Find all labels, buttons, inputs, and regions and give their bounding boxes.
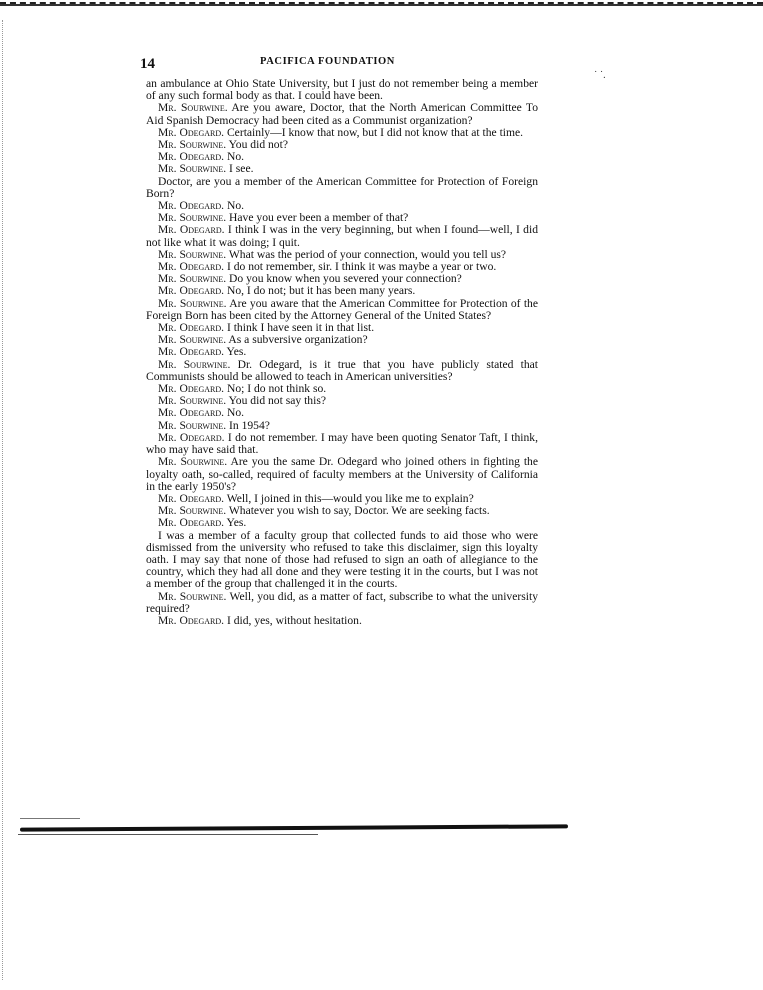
paragraph-text: As a subversive organization? [228,333,368,347]
speaker-name: Mr. Odegard. [158,382,225,396]
paragraph-text: I see. [229,162,254,176]
paragraph-text: I was a member of a faculty group that collected funds to aid those who were dismissed from the university who refused to take this disclaimer, sign this loyalty oath. I may say that none of those had refused to sign an oath of allegiance to the country, which they had all done and they were testing it in the courts, but I was not a member of the group that challenged it in the courts. [146,528,538,591]
paragraph-text: Dr. Odegard, is it true that you have publicly stated that Communists should be allowed to teach in American universities? [146,357,538,383]
transcript-paragraph [146,78,538,102]
transcript-body [146,78,538,627]
speaker-name: Mr. Sourwine. [158,394,227,408]
bottom-scan-rule [20,824,568,831]
paragraph-text: You did not say this? [228,394,326,408]
paragraph-text: I did, yes, without hesitation. [226,613,362,627]
speaker-name: Mr. Odegard. [158,199,225,213]
speaker-name: Mr. Sourwine. [158,296,227,310]
running-head: PACIFICA FOUNDATION [260,56,395,67]
top-scan-border [0,2,763,6]
paragraph-text: Whatever you wish to say, Doctor. We are seeking facts. [228,504,490,518]
paragraph-text: No. [226,150,245,164]
page-number: 14 [140,56,155,72]
paragraph-text: Have you ever been a member of that? [229,211,409,225]
paragraph-text: Well, you did, as a matter of fact, subscribe to what the university required? [146,589,538,615]
left-scan-edge [2,20,5,980]
paragraph-text: an ambulance at Ohio State University, but I just do not remember being a member of any such formal body as that. I could have been. [146,77,538,103]
paragraph-text: Are you the same Dr. Odegard who joined others in fighting the loyalty oath, so-called, required of faculty members at the University of California in the early 1950's? [146,455,539,493]
speaker-name: Mr. Sourwine. [158,357,231,371]
speaker-name: Mr. Odegard. [158,223,225,237]
speaker-name: Mr. Sourwine. [158,455,228,469]
speaker-name: Mr. Sourwine. [158,589,227,603]
speaker-name: Mr. Odegard. [158,516,225,530]
paragraph-text: What was the period of your connection, would you tell us? [228,247,507,261]
speaker-name: Mr. Sourwine. [158,272,227,286]
speaker-name: Mr. Sourwine. [158,162,227,176]
speaker-name: Mr. Sourwine. [158,211,227,225]
speaker-name: Mr. Odegard. [158,406,225,420]
paragraph-text: I think I have seen it in that list. [226,321,375,335]
speaker-name: Mr. Sourwine. [158,418,227,432]
speaker-name: Mr. Sourwine. [158,333,227,347]
paragraph-text: You did not? [228,138,288,152]
transcript-paragraph [146,591,538,615]
speaker-name: Mr. Odegard. [158,284,225,298]
paragraph-text: No. [226,199,245,213]
paragraph-text: I do not remember. I may have been quoting Senator Taft, I think, who may have said that. [146,430,538,457]
paragraph-text: In 1954? [229,418,270,432]
speaker-name: Mr. Odegard. [158,150,225,164]
paragraph-text: No, I do not; but it has been many years. [226,284,416,298]
bottom-scan-marks [20,818,80,821]
transcript-paragraph [146,298,538,322]
transcript-paragraph [146,224,538,248]
paragraph-text: Certainly—I know that now, but I did not know that at the time. [226,125,524,139]
paragraph-text: Well, I joined in this—would you like me to explain? [226,491,474,505]
paragraph-text: Are you aware that the American Committee for Protection of the Foreign Born has been cited by the Attorney General of the United States? [146,296,538,322]
page-header [140,56,540,76]
paragraph-text: Yes. [226,345,247,359]
paragraph-text: Doctor, are you a member of the American Committee for Protection of Foreign Born? [146,174,538,200]
paragraph-text: I think I was in the very beginning, but when I found—well, I did not like what it was doing; I quit. [146,223,539,249]
speaker-name: Mr. Sourwine. [158,504,227,518]
speaker-name: Mr. Odegard. [158,345,225,359]
speaker-name: Mr. Odegard. [158,613,225,627]
speaker-name: Mr. Odegard. [158,491,225,505]
transcript-paragraph [146,530,538,591]
paragraph-text: No. [226,406,245,420]
transcript-paragraph [146,456,538,493]
speaker-name: Mr. Sourwine. [158,138,227,152]
bottom-scan-rule-thin [18,834,318,835]
speaker-name: Mr. Sourwine. [158,101,228,115]
paragraph-text: I do not remember, sir. I think it was maybe a year or two. [226,260,497,274]
paragraph-text: Yes. [226,516,247,530]
transcript-paragraph [146,359,538,383]
speaker-name: Mr. Odegard. [158,321,225,335]
transcript-paragraph [146,432,538,456]
speaker-name: Mr. Odegard. [158,430,225,444]
paragraph-text: Are you aware, Doctor, that the North American Committee To Aid Spanish Democracy had been cited as a Communist organization? [146,101,538,127]
speaker-name: Mr. Odegard. [158,125,225,139]
paragraph-text: Do you know when you severed your connection? [229,272,462,286]
paragraph-text: No; I do not think so. [226,382,327,396]
speaker-name: Mr. Sourwine. [158,247,227,261]
transcript-paragraph [146,176,538,200]
transcript-paragraph [146,102,538,126]
transcript-paragraph [146,615,538,627]
scan-specks: ˙ ˙. [594,70,606,81]
speaker-name: Mr. Odegard. [158,260,225,274]
